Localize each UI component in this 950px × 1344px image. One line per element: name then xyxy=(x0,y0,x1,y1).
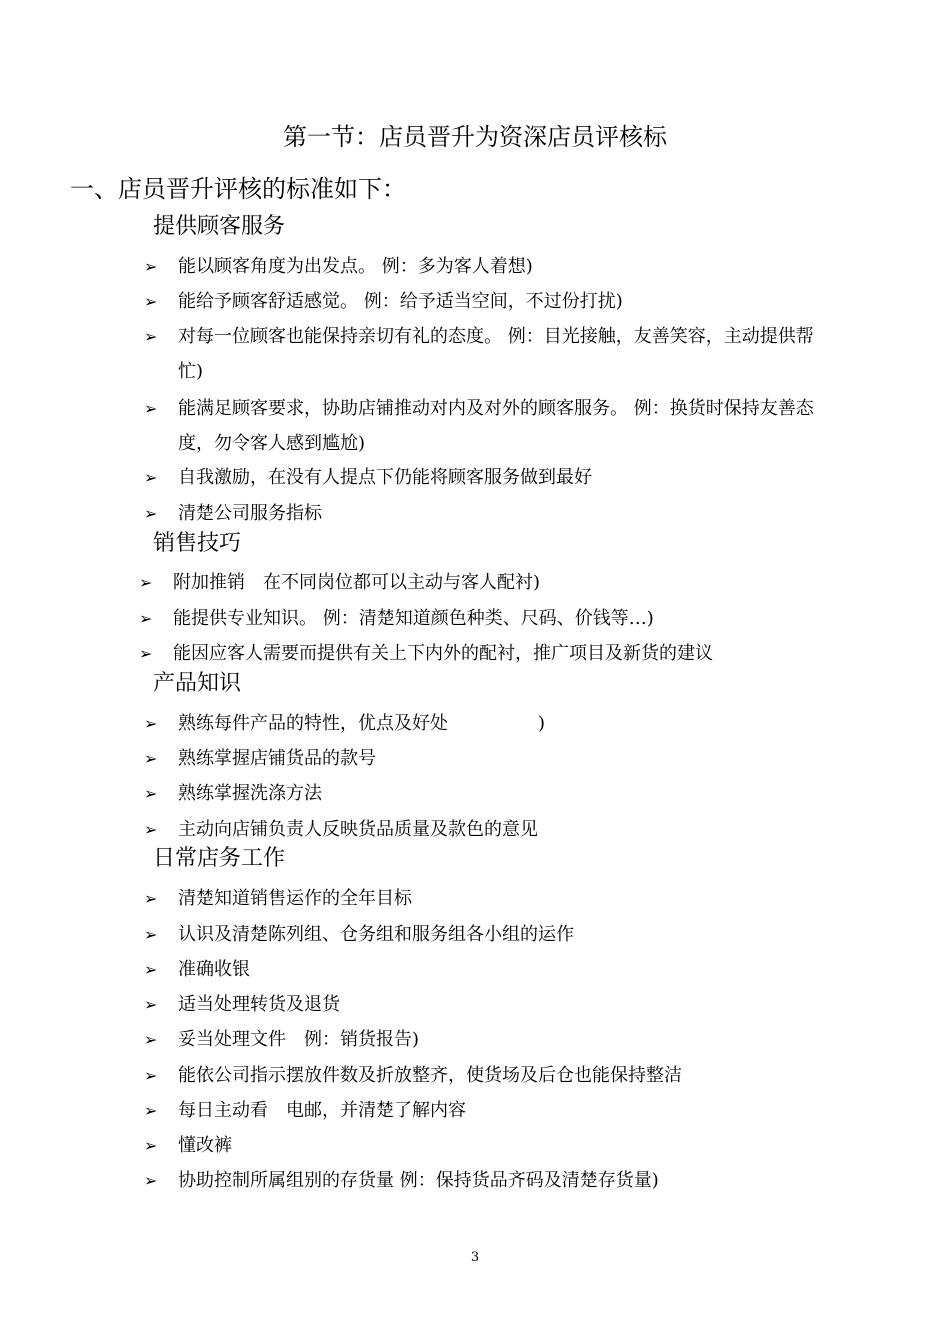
arrow-bullet-icon: ➢ xyxy=(144,468,158,487)
list-item: ➢ 清楚公司服务指标 xyxy=(178,496,878,531)
list-item: ➢ 主动向店铺负责人反映货品质量及款色的意见 xyxy=(178,812,878,847)
list-item: ➢ 认识及清楚陈列组、仓务组和服务组各小组的运作 xyxy=(178,917,878,952)
list-item: ➢ 能给予顾客舒适感觉。 例：给予适当空间，不过份打扰) xyxy=(178,284,878,319)
section-heading: 一、店员晋升评核的标准如下： xyxy=(70,175,406,203)
arrow-bullet-icon: ➢ xyxy=(144,292,158,311)
arrow-bullet-icon: ➢ xyxy=(144,925,158,944)
list-item-continuation: 忙) xyxy=(178,361,204,382)
subsection-title: 销售技巧 xyxy=(153,531,242,556)
list-item: ➢ 能满足顾客要求，协助店铺推动对内及对外的顾客服务。 例：换货时保持友善态 xyxy=(178,391,878,426)
arrow-bullet-icon: ➢ xyxy=(139,573,153,592)
list-item: ➢ 自我激励，在没有人提点下仍能将顾客服务做到最好 xyxy=(178,460,878,495)
list-item: ➢ 适当处理转货及退货 xyxy=(178,987,878,1022)
subsection-title: 产品知识 xyxy=(153,671,242,696)
list-item-continuation: 度，勿令客人感到尴尬) xyxy=(178,433,366,454)
page-number: 3 xyxy=(470,1250,480,1265)
arrow-bullet-icon: ➢ xyxy=(144,784,158,803)
list-item: ➢ 熟练掌握洗涤方法 xyxy=(178,776,878,811)
arrow-bullet-icon: ➢ xyxy=(144,257,158,276)
arrow-bullet-icon: ➢ xyxy=(144,820,158,839)
arrow-bullet-icon: ➢ xyxy=(144,889,158,908)
arrow-bullet-icon: ➢ xyxy=(144,995,158,1014)
list-item: ➢ 每日主动看 电邮，并清楚了解内容 xyxy=(178,1093,878,1128)
list-item: ➢ 能提供专业知识。 例：清楚知道颜色种类、尺码、价钱等…) xyxy=(173,601,873,636)
list-item: ➢ 熟练掌握店铺货品的款号 xyxy=(178,741,878,776)
arrow-bullet-icon: ➢ xyxy=(144,749,158,768)
arrow-bullet-icon: ➢ xyxy=(144,327,158,346)
arrow-bullet-icon: ➢ xyxy=(144,1101,158,1120)
arrow-bullet-icon: ➢ xyxy=(139,644,153,663)
subsection-title: 提供顾客服务 xyxy=(153,214,286,239)
arrow-bullet-icon: ➢ xyxy=(144,1066,158,1085)
list-item: ➢ 能依公司指示摆放件数及折放整齐，使货场及后仓也能保持整洁 xyxy=(178,1058,878,1093)
list-item: ➢ 能以顾客角度为出发点。 例：多为客人着想) xyxy=(178,249,878,284)
arrow-bullet-icon: ➢ xyxy=(144,714,158,733)
page-title: 第一节：店员晋升为资深店员评核标 xyxy=(283,123,667,151)
list-item: ➢ 熟练每件产品的特性，优点及好处 ) xyxy=(178,706,878,741)
arrow-bullet-icon: ➢ xyxy=(144,1171,158,1190)
subsection-title: 日常店务工作 xyxy=(153,846,286,871)
list-item: ➢ 协助控制所属组别的存货量 例：保持货品齐码及清楚存货量) xyxy=(178,1163,878,1198)
arrow-bullet-icon: ➢ xyxy=(144,1136,158,1155)
list-item: ➢ 清楚知道销售运作的全年目标 xyxy=(178,881,878,916)
arrow-bullet-icon: ➢ xyxy=(144,1030,158,1049)
list-item: ➢ 懂改裤 xyxy=(178,1128,878,1163)
arrow-bullet-icon: ➢ xyxy=(144,399,158,418)
list-item: ➢ 对每一位顾客也能保持亲切有礼的态度。 例：目光接触，友善笑容，主动提供帮 xyxy=(178,319,878,354)
list-item: ➢ 准确收银 xyxy=(178,952,878,987)
arrow-bullet-icon: ➢ xyxy=(139,609,153,628)
list-item: ➢ 附加推销 在不同岗位都可以主动与客人配衬) xyxy=(173,565,873,600)
arrow-bullet-icon: ➢ xyxy=(144,504,158,523)
list-item: ➢ 能因应客人需要而提供有关上下内外的配衬，推广项目及新货的建议 xyxy=(173,636,873,671)
arrow-bullet-icon: ➢ xyxy=(144,960,158,979)
list-item: ➢ 妥当处理文件 例：销货报告) xyxy=(178,1022,878,1057)
